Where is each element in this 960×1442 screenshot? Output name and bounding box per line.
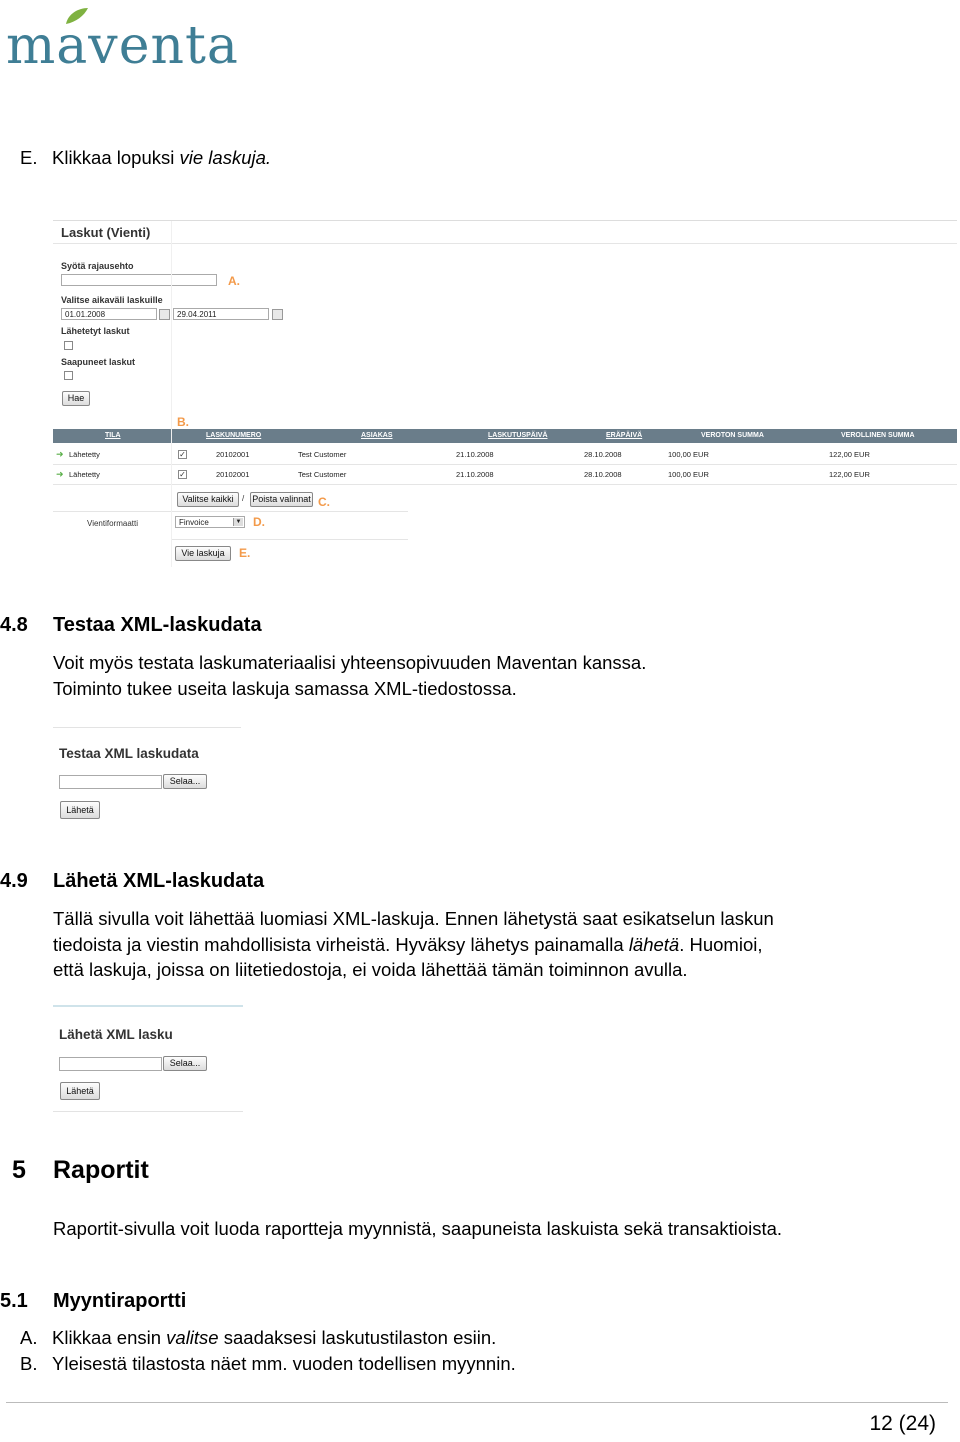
step-e-prefix: E. [20, 147, 38, 168]
section-5-1-heading [0, 1290, 187, 1313]
send-button[interactable]: Lähetä [60, 801, 100, 819]
marker-c: C. [318, 495, 330, 509]
invoice-export-screenshot [53, 220, 957, 567]
row-net: 100,00 EUR [668, 450, 709, 459]
date-from-input[interactable]: 01.01.2008 [61, 308, 157, 320]
row-checkbox[interactable]: ✓ [179, 470, 186, 479]
col-invoice-date[interactable]: LASKUTUSPÄIVÄ [488, 432, 548, 439]
row-status: Lähetetty [69, 470, 100, 479]
section-title: Myyntiraportti [53, 1290, 187, 1312]
table-row[interactable] [53, 445, 957, 465]
section-title: Raportit [53, 1156, 149, 1184]
col-status[interactable]: TILA [105, 432, 121, 439]
step-prefix: B. [20, 1353, 38, 1374]
para-line: että laskuja, joissa on liitetiedostoja, ei voida lähettää tämän toiminnon avulla. [53, 959, 688, 980]
row-customer: Test Customer [298, 470, 347, 479]
row-invoice-date: 21.10.2008 [456, 450, 494, 459]
chevron-down-icon[interactable]: ▼ [233, 518, 243, 526]
step-b [20, 1351, 516, 1377]
table-row[interactable] [53, 465, 957, 485]
panel-title: Testaa XML laskudata [59, 746, 199, 761]
period-label: Valitse aikaväli laskuille [61, 295, 163, 305]
step-text: Yleisestä tilastosta näet mm. vuoden todellisen myynnin. [52, 1353, 516, 1374]
filter-input[interactable] [61, 274, 217, 286]
col-gross: VEROLLINEN SUMMA [841, 432, 915, 439]
section-4-8-heading [0, 614, 262, 637]
browse-button[interactable]: Selaa... [163, 774, 207, 789]
section-number: 4.9 [0, 870, 28, 892]
row-status: Lähetetty [69, 450, 100, 459]
para-line: Voit myös testata laskumateriaalisi yhteensopivuuden Maventan kanssa. [53, 652, 647, 673]
col-number[interactable]: LASKUNUMERO [206, 432, 262, 439]
step-a: A. Klikkaa ensin valitse saadaksesi laskutustilaston esiin. [20, 1327, 497, 1348]
step-e-text: Klikkaa lopuksi [52, 147, 180, 168]
section-4-8-para [53, 650, 646, 701]
send-button[interactable]: Lähetä [60, 1082, 100, 1100]
table-header [53, 429, 957, 443]
section-title: Testaa XML-laskudata [53, 614, 262, 636]
panel-title: Laskut (Vienti) [61, 225, 151, 240]
received-checkbox[interactable] [64, 371, 73, 380]
row-gross: 122,00 EUR [829, 450, 870, 459]
export-format-label: Vientiformaatti [87, 519, 138, 528]
row-gross: 122,00 EUR [829, 470, 870, 479]
section-number: 5.1 [0, 1290, 28, 1312]
section-4-9-para [53, 906, 774, 983]
logo-text: maventa [6, 16, 239, 76]
row-customer: Test Customer [298, 450, 347, 459]
send-xml-screenshot [53, 1005, 243, 1112]
marker-b: B. [177, 415, 189, 429]
section-number: 5 [12, 1156, 26, 1184]
para-line: Toiminto tukee useita laskuja samassa XML-tiedostossa. [53, 677, 517, 699]
marker-a: A. [228, 274, 240, 288]
test-xml-screenshot [53, 727, 241, 824]
clear-selection-button[interactable]: Poista valinnat [250, 492, 313, 507]
calendar-icon[interactable] [272, 309, 283, 320]
filter-label: Syötä rajausehto [61, 261, 134, 271]
page-number: 12 (24) [869, 1412, 936, 1435]
export-format-select[interactable] [175, 516, 245, 528]
browse-button[interactable]: Selaa... [163, 1056, 207, 1071]
section-5-heading [12, 1156, 149, 1185]
file-input[interactable] [59, 775, 162, 789]
file-input[interactable] [59, 1057, 162, 1071]
export-button[interactable]: Vie laskuja [175, 546, 231, 561]
section-title: Lähetä XML-laskudata [53, 870, 265, 892]
sent-label: Lähetetyt laskut [61, 326, 130, 336]
calendar-icon[interactable] [159, 309, 170, 320]
row-number: 20102001 [216, 450, 250, 459]
step-e-italic: vie laskuja. [179, 147, 272, 168]
row-due-date: 28.10.2008 [584, 470, 622, 479]
col-due-date[interactable]: ERÄPÄIVÄ [606, 432, 643, 439]
date-to-input[interactable]: 29.04.2011 [173, 308, 269, 320]
para-line: tiedoista ja viestin mahdollisista virheistä. Hyväksy lähetys painamalla lähetä. Huomioi, [53, 933, 763, 955]
arrow-right-icon: ➜ [56, 449, 64, 459]
step-e [20, 145, 272, 171]
section-5-para: Raportit-sivulla voit luoda raportteja myynnistä, saapuneista laskuista sekä transaktioista. [53, 1218, 783, 1239]
row-invoice-date: 21.10.2008 [456, 470, 494, 479]
marker-d: D. [253, 515, 265, 529]
marker-e: E. [239, 546, 251, 560]
row-net: 100,00 EUR [668, 470, 709, 479]
section-number: 4.8 [0, 614, 28, 636]
separator: / [242, 494, 245, 503]
search-button[interactable]: Hae [62, 391, 90, 406]
row-due-date: 28.10.2008 [584, 450, 622, 459]
footer-divider [6, 1402, 948, 1403]
para-line: Tällä sivulla voit lähettää luomiasi XML-laskuja. Ennen lähetystä saat esikatselun laskun [53, 908, 774, 929]
col-customer[interactable]: ASIAKAS [361, 432, 393, 439]
received-label: Saapuneet laskut [61, 357, 136, 367]
export-format-value: Finvoice [179, 518, 209, 527]
row-number: 20102001 [216, 470, 250, 479]
col-net: VEROTON SUMMA [701, 432, 764, 439]
step-prefix: A. [20, 1327, 38, 1348]
sent-checkbox[interactable] [64, 341, 73, 350]
maventa-logo [6, 4, 239, 76]
arrow-right-icon: ➜ [56, 469, 64, 479]
panel-title: Lähetä XML lasku [59, 1027, 173, 1042]
select-all-button[interactable]: Valitse kaikki [177, 492, 239, 507]
section-4-9-heading [0, 870, 265, 893]
row-checkbox[interactable]: ✓ [179, 450, 186, 459]
